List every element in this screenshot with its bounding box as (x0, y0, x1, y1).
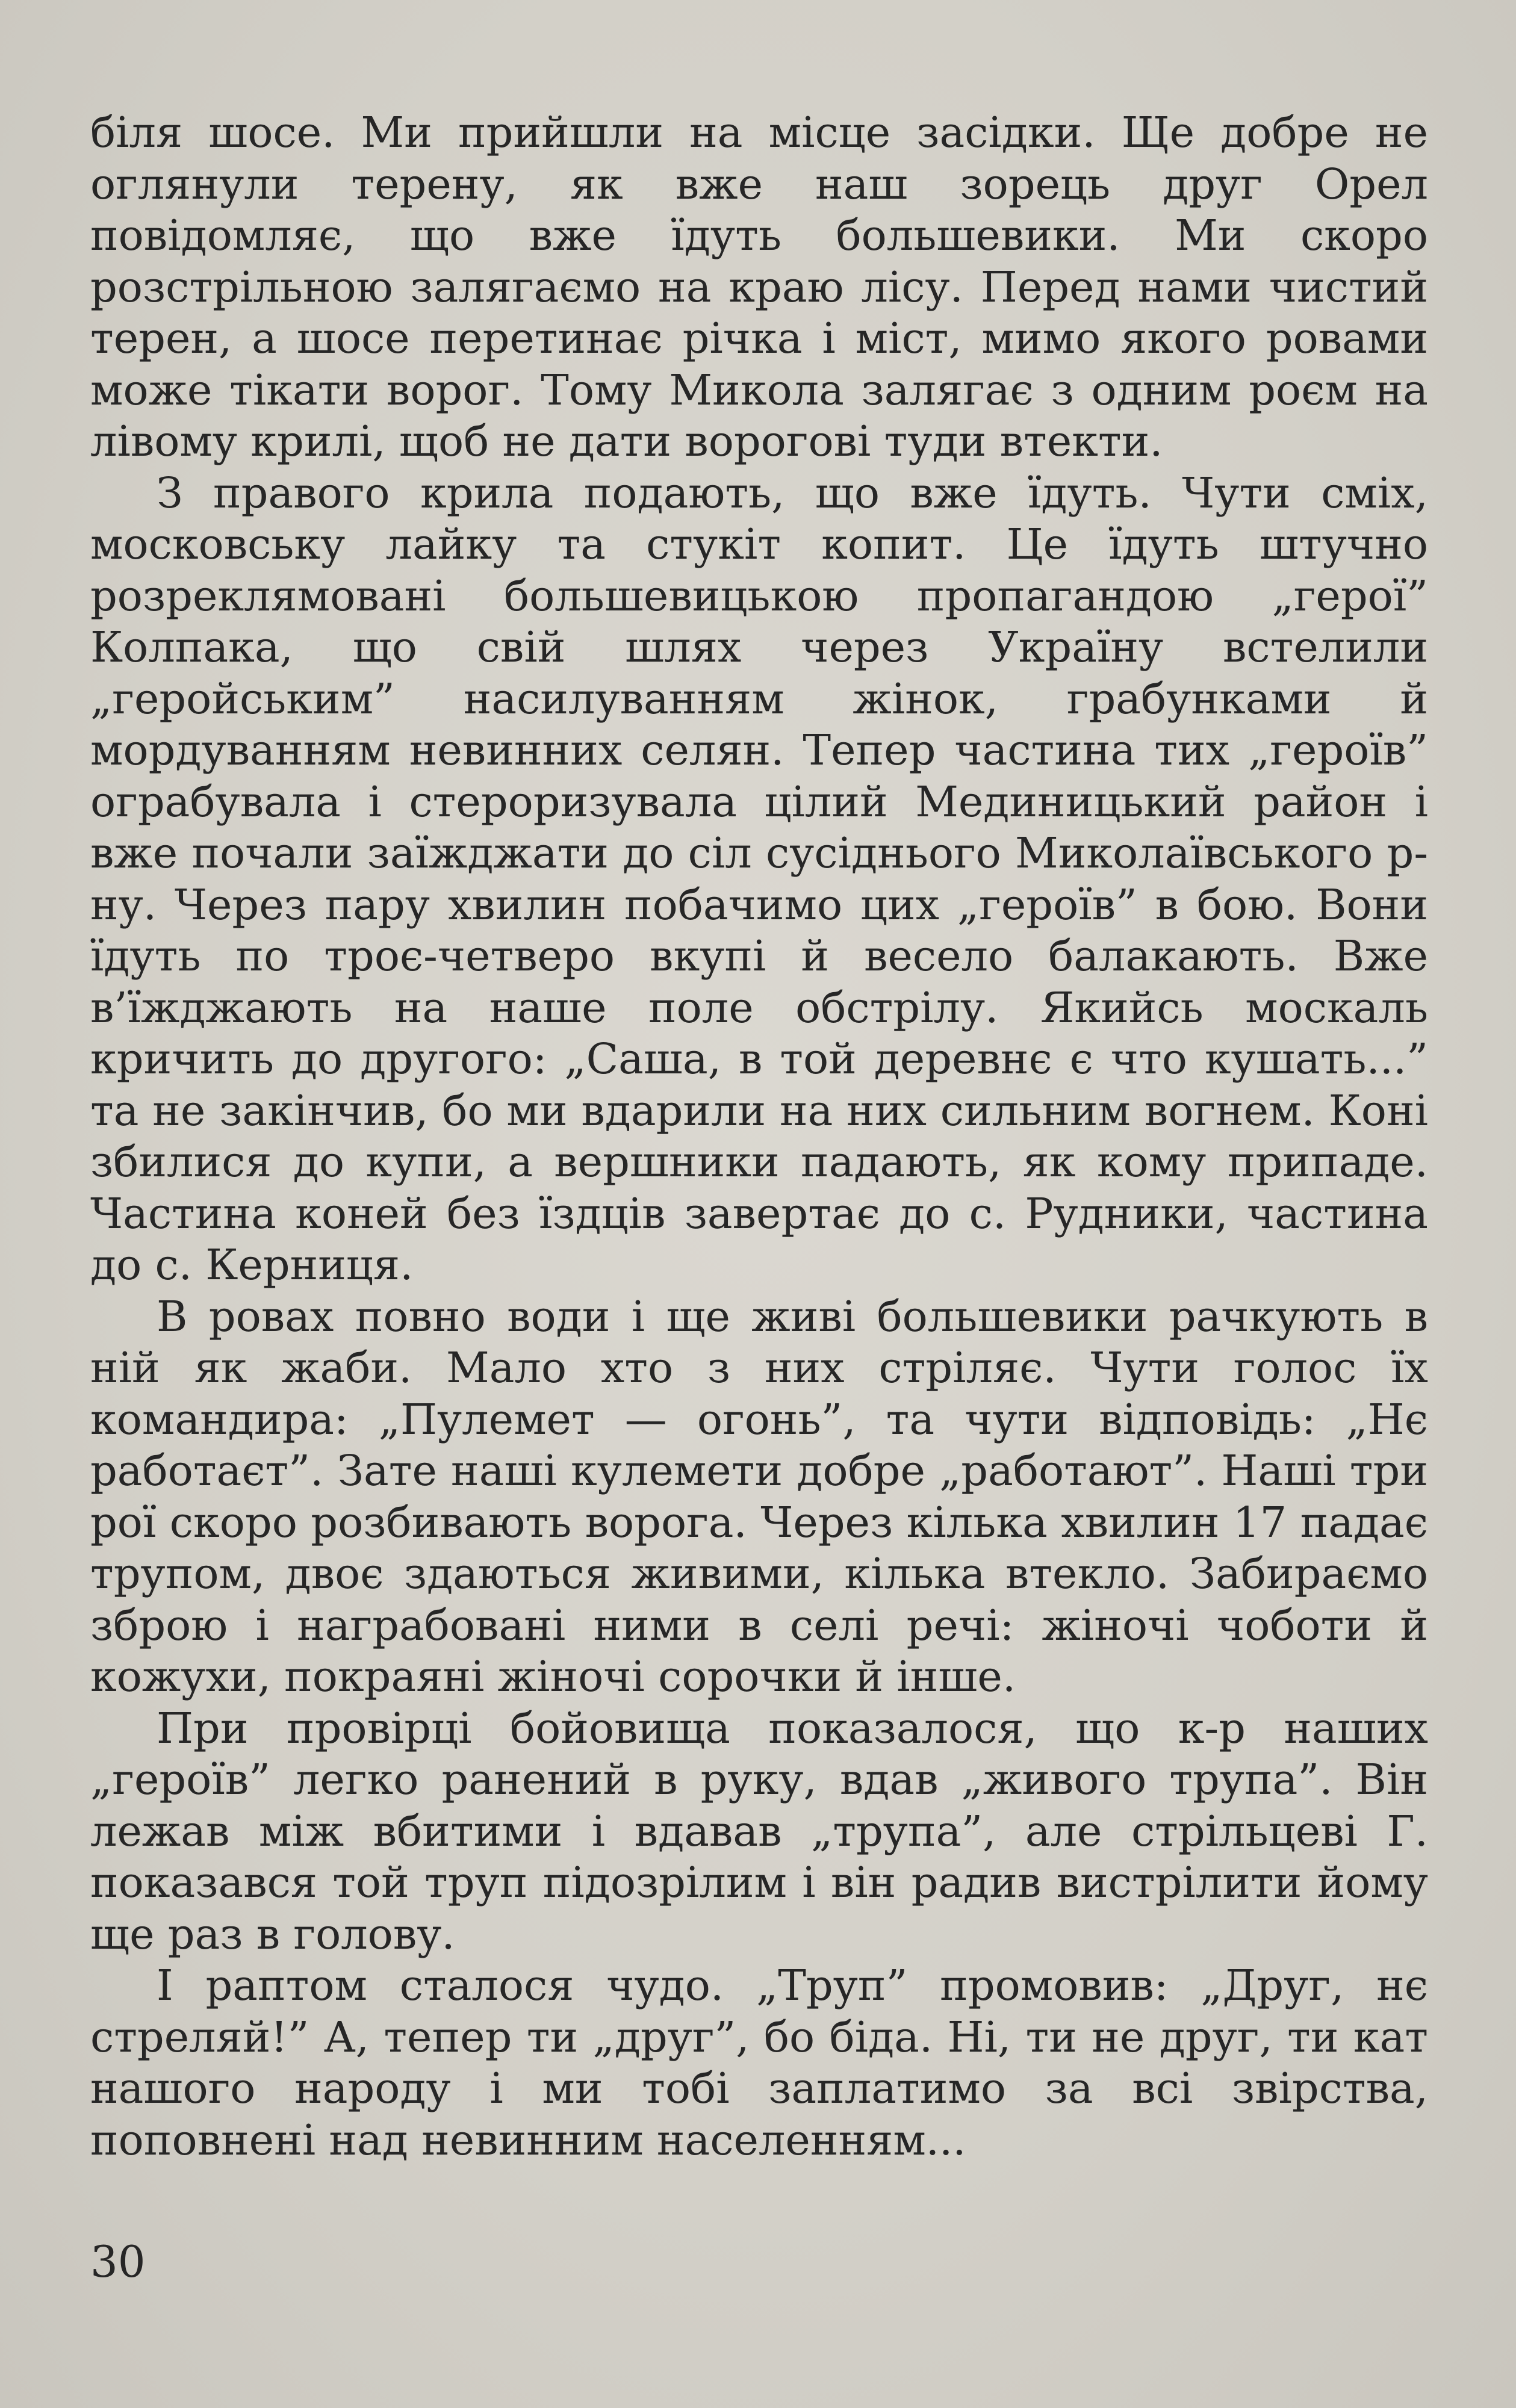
paragraph-1: біля шосе. Ми прийшли на місце засідки. Ще добре не оглянули терену, як вже наш зорець друг Орел повідомляє, що вже їдуть большевики. Ми скоро розстрільною залягаємо на краю лісу. Перед нами чистий терен, а шосе перетинає річка і міст, мимо якого ровами може тікати ворог. Тому Микола залягає з одним роєм на лівому крилі, щоб не дати ворогові туди втекти. (90, 108, 1428, 466)
paragraph-4: При провірці бойовища показалося, що к-р наших „героїв” легко ранений в руку, вдав „живого трупа”. Він лежав між вбитими і вдавав „трупа”, але стрільцеві Г. показався той труп підозрілим і він радив вистрілити йому ще раз в голову. (90, 1703, 1428, 1959)
paragraph-5: І раптом сталося чудо. „Труп” промовив: „Друг, нє стреляй!” А, тепер ти „друг”, бо біда. Ні, ти не друг, ти кат нашого народу і ми тобі заплатимо за всі звірства, поповнені над невинним населенням... (90, 1961, 1428, 2165)
page-number: 30 (90, 2236, 146, 2287)
paragraph-2: З правого крила подають, що вже їдуть. Чути сміх, московську лайку та стукіт копит. Це їдуть штучно розреклямовані большевицькою пропагандою „герої” Колпака, що свій шлях через Україну встелили „геройським” насилуванням жінок, грабунками й мордуванням невинних селян. Тепер частина тих „героїв” ограбувала і стероризувала цілий Мединицький район і вже почали заїжджати до сіл сусіднього Миколаївського р-ну. Через пару хвилин побачимо цих „героїв” в бою. Вони їдуть по троє-четверо вкупі й весело балакають. Вже в’їжджають на наше поле обстрілу. Якийсь москаль кричить до другого: „Саша, в той деревнє є что кушать...” та не закінчив, бо ми вдарили на них сильним вогнем. Коні збилися до купи, а вершники падають, як кому припаде. Частина коней без їздців завертає до с. Рудники, частина до с. Керниця. (90, 468, 1428, 1289)
body-text (90, 107, 1428, 2166)
paragraph-3: В ровах повно води і ще живі большевики рачкують в ній як жаби. Мало хто з них стріляє. Чути голос їх командира: „Пулемет — огонь”, та чути відповідь: „Нє работаєт”. Зате наші кулемети добре „работают”. Наші три рої скоро розбивають ворога. Через кілька хвилин 17 падає трупом, двоє здаються живими, кілька втекло. Забираємо зброю і награбовані ними в селі речі: жіночі чоботи й кожухи, покраяні жіночі сорочки й інше. (90, 1291, 1428, 1701)
